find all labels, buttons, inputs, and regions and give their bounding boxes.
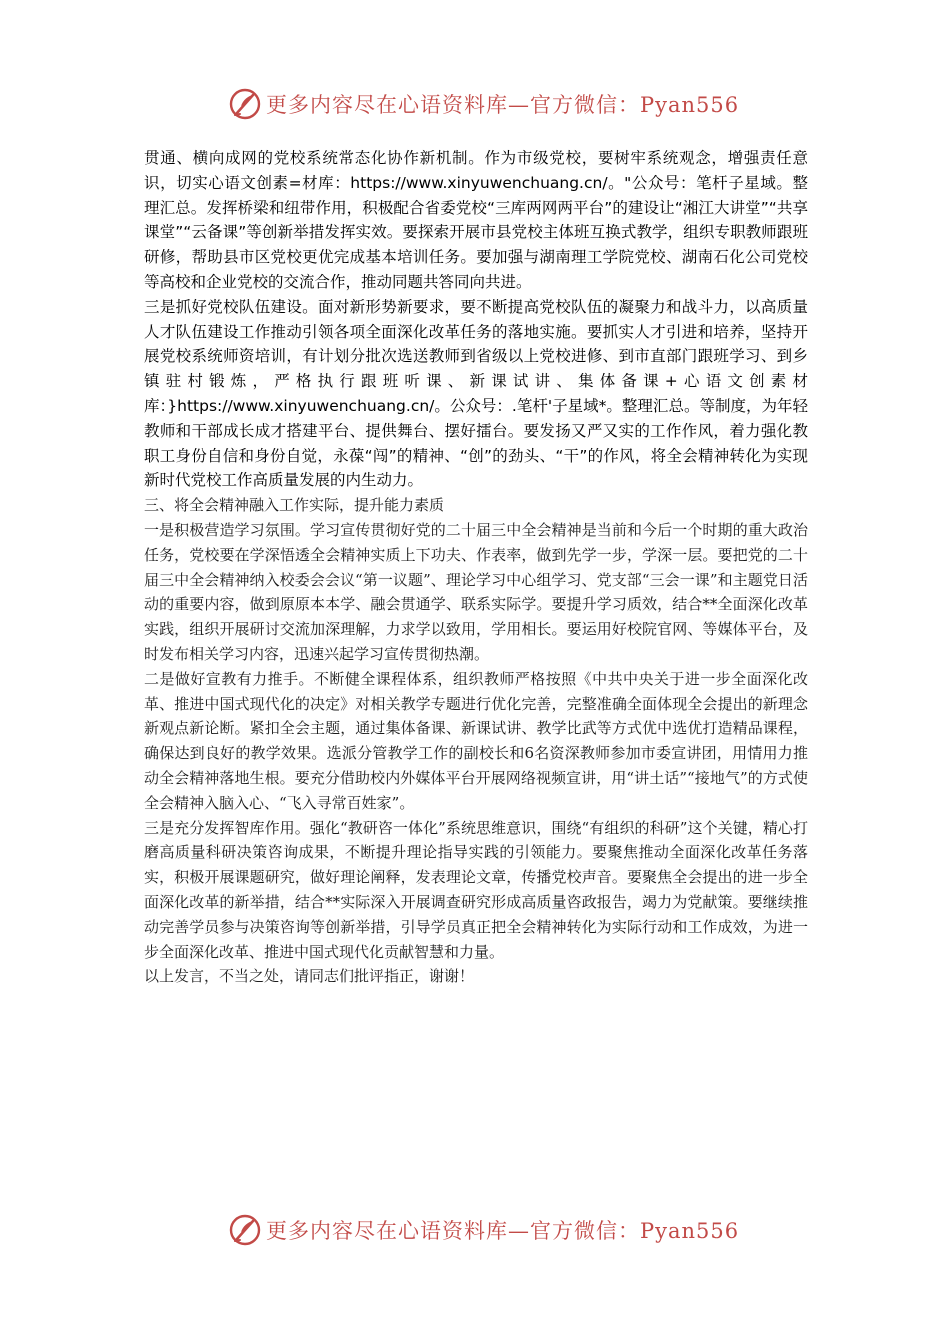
paragraph: 二是做好宣教有力推手。不断健全课程体系，组织教师严格按照《中共中央关于进一步全面深化改革、推进中国式现代化的决定》对相关教学专题进行优化完善，完整准确全面体现全会提出的新理念新观点新论断。紧扣全会主题，通过集体备课、新课试讲、教学比武等方式优中选优打造精品课程，确保达到良好的教学效果。选派分管教学工作的副校长和6名资深教师参加市委宣讲团，用情用力推动全会精神落地生根。要充分借助校内外媒体平台开展网络视频宣讲，用“讲土话”“接地气”的方式使全会精神入脑入心、“飞入寻常百姓家”。 — [144, 669, 808, 812]
paragraph: 一是积极营造学习氛围。学习宣传贯彻好党的二十届三中全会精神是当前和今后一个时期的重大政治任务，党校要在学深悟透全会精神实质上下功夫、作表率，做到先学一步，学深一层。要把党的二十届三中全会精神纳入校委会会议“第一议题”、理论学习中心组学习、党支部“三会一课”和主题党日活动的重要内容，做到原原本本学、融会贯通学、联系实际学。要提升学习质效，结合**全面深化改革实践，组织开展研讨交流加深理解，力求学以致用，学用相长。要运用好校院官网、等媒体平台，及时发布相关学习内容，迅速兴起学习宣传贯彻热潮。 — [144, 520, 808, 663]
closing-line: 以上发言，不当之处，请同志们批评指正，谢谢！ — [144, 967, 475, 986]
document-body — [144, 146, 808, 989]
quill-logo-icon — [228, 1213, 262, 1247]
footer-banner — [228, 1210, 739, 1250]
paragraph: 三是充分发挥智库作用。强化“教研咨一体化”系统思维意识，围绕“有组织的科研”这个关键，精心打磨高质量科研决策咨询成果，不断提升理论指导实践的引领能力。要聚焦推动全面深化改革任务落实，积极开展课题研究，做好理论阐释，发表理论文章，传播党校声音。要聚焦全会提出的进一步全面深化改革的新举措，结合**实际深入开展调查研究形成高质量咨政报告，竭力为党献策。要继续推动完善学员参与决策咨询等创新举措，引导学员真正把全会精神转化为实际行动和工作成效，为进一步全面深化改革、推进中国式现代化贡献智慧和力量。 — [144, 818, 808, 961]
header-banner — [228, 84, 739, 124]
banner-text: 更多内容尽在心语资料库—官方微信：Pyan556 — [266, 93, 740, 117]
section-heading: 三、将全会精神融入工作实际，提升能力素质 — [144, 496, 445, 515]
paragraph: 三是抓好党校队伍建设。面对新形势新要求，要不断提高党校队伍的凝聚力和战斗力，以高质量人才队伍建设工作推动引领各项全面深化改革任务的落地实施。要抓实人才引进和培养，坚持开展党校系统师资培训，有计划分批次选送教师到省级以上党校进修、到市直部门跟班学习、到乡镇驻村锻炼，严格执行跟班听课、新课试讲、集体备课+心语文创素材库：}https://www.xinyuwenchuang.cn/。公众号：.笔杆'子星域*。整理汇总。等制度，为年轻教师和干部成长成才搭建平台、提供舞台、摆好擂台。要发扬又严又实的工作作风，着力强化教职工身份自信和身份自觉，永葆“闯”的精神、“创”的劲头、“干”的作风，将全会精神转化为实现新时代党校工作高质量发展的内生动力。 — [144, 297, 808, 490]
paragraph: 贯通、横向成网的党校系统常态化协作新机制。作为市级党校，要树牢系统观念，增强责任意识，切实心语文创素=材库：https://www.xinyuwenchuang.cn/。"公众号：笔杆子星域。整理汇总。发挥桥梁和纽带作用，积极配合省委党校“三库两网两平台”的建设让“湘江大讲堂”“共享课堂”“云备课”等创新举措发挥实效。要探索开展市县党校主体班互换式教学，组织专职教师跟班研修，帮助县市区党校更优完成基本培训任务。要加强与湖南理工学院党校、湖南石化公司党校等高校和企业党校的交流合作，推动同题共答同向共进。 — [144, 149, 808, 291]
banner-text: 更多内容尽在心语资料库—官方微信：Pyan556 — [266, 1219, 740, 1243]
quill-logo-icon — [228, 87, 262, 121]
